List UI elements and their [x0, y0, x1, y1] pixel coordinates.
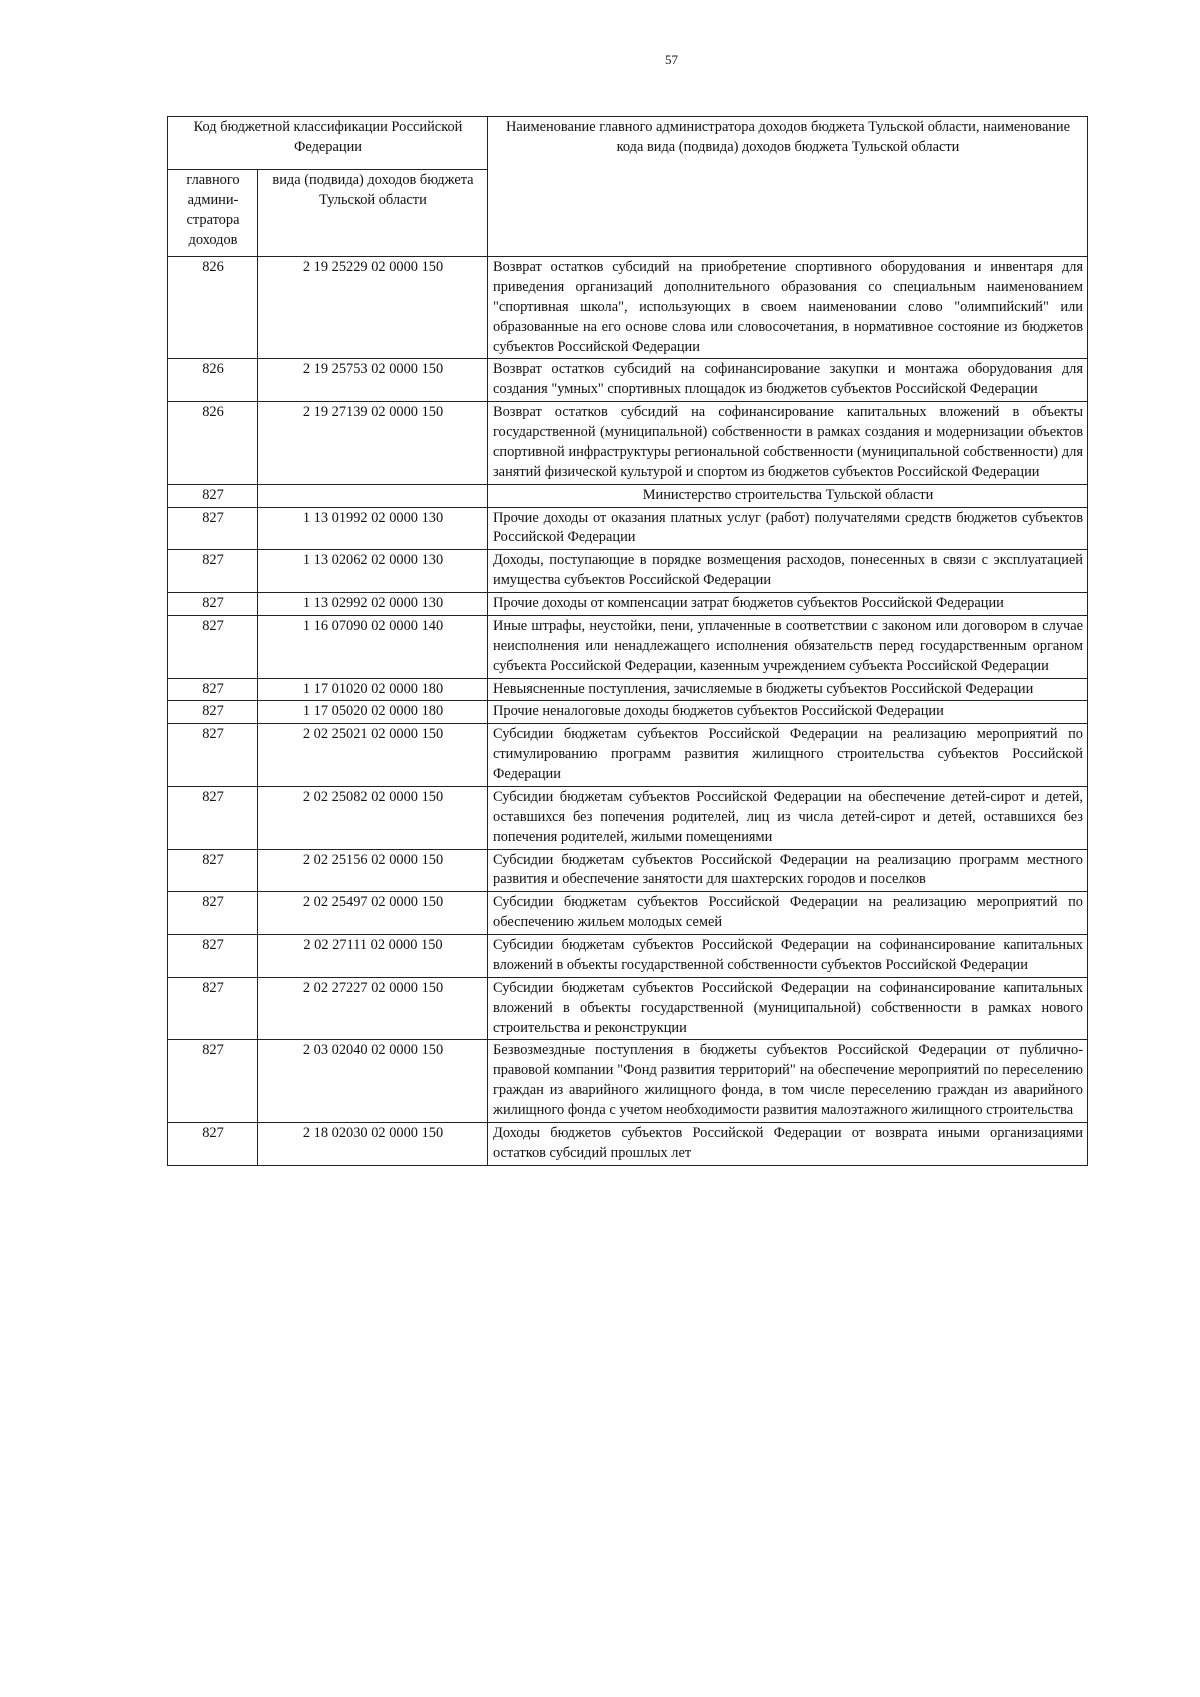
- income-name-cell: Прочие доходы от компенсации затрат бюджетов субъектов Российской Федерации: [488, 593, 1088, 616]
- admin-column-header: главного админи- стратора доходов: [168, 170, 258, 257]
- table-row: [168, 678, 1088, 701]
- income-code-cell: 2 02 25497 02 0000 150: [258, 892, 488, 935]
- admin-code-cell: 826: [168, 257, 258, 359]
- income-code-cell: 2 02 25156 02 0000 150: [258, 849, 488, 892]
- admin-code-cell: 827: [168, 892, 258, 935]
- table-row: [168, 615, 1088, 678]
- table-row: [168, 935, 1088, 978]
- admin-code-cell: 827: [168, 786, 258, 849]
- admin-code-cell: 827: [168, 701, 258, 724]
- table-row: [168, 701, 1088, 724]
- income-code-cell: 1 13 02992 02 0000 130: [258, 593, 488, 616]
- table-row: [168, 892, 1088, 935]
- admin-code-cell: 827: [168, 507, 258, 550]
- table-row: [168, 402, 1088, 485]
- table-row-section: [168, 484, 1088, 507]
- income-code-cell: 2 02 25082 02 0000 150: [258, 786, 488, 849]
- income-name-cell: Возврат остатков субсидий на софинансирование капитальных вложений в объекты государственной (муниципальной) собственности в рамках создания и модернизации объектов спортивной инфраструктуры региональной собственности (муниципальной собственности) для занятий физической культурой и спортом из бюджетов субъектов Российской Федерации: [488, 402, 1088, 485]
- income-name-cell: Иные штрафы, неустойки, пени, уплаченные в соответствии с законом или договором в случае неисполнения или ненадлежащего исполнения обязательств перед государственным органом субъекта Российской Федерации, казенным учреждением субъекта Российской Федерации: [488, 615, 1088, 678]
- income-name-cell: Субсидии бюджетам субъектов Российской Федерации на софинансирование капитальных вложений в объекты государственной собственности субъектов Российской Федерации: [488, 935, 1088, 978]
- income-code-cell: 1 13 02062 02 0000 130: [258, 550, 488, 593]
- income-name-cell: Доходы, поступающие в порядке возмещения расходов, понесенных в связи с эксплуатацией имущества субъектов Российской Федерации: [488, 550, 1088, 593]
- table-row: [168, 786, 1088, 849]
- admin-code-cell: 827: [168, 977, 258, 1040]
- admin-code-cell: 826: [168, 402, 258, 485]
- admin-code-cell: 827: [168, 724, 258, 787]
- income-code-cell: 1 16 07090 02 0000 140: [258, 615, 488, 678]
- income-code-cell: [258, 484, 488, 507]
- income-name-cell: Прочие доходы от оказания платных услуг (работ) получателями средств бюджетов субъектов Российской Федерации: [488, 507, 1088, 550]
- income-code-cell: 2 02 25021 02 0000 150: [258, 724, 488, 787]
- income-name-cell: Субсидии бюджетам субъектов Российской Федерации на реализацию мероприятий по обеспечению жильем молодых семей: [488, 892, 1088, 935]
- admin-code-cell: 827: [168, 593, 258, 616]
- admin-code-cell: 827: [168, 935, 258, 978]
- income-name-cell: Возврат остатков субсидий на софинансирование закупки и монтажа оборудования для создания "умных" спортивных площадок из бюджетов субъектов Российской Федерации: [488, 359, 1088, 402]
- income-code-cell: 2 03 02040 02 0000 150: [258, 1040, 488, 1123]
- income-code-cell: 2 19 27139 02 0000 150: [258, 402, 488, 485]
- income-name-cell: Субсидии бюджетам субъектов Российской Федерации на обеспечение детей-сирот и детей, оставшихся без попечения родителей, лиц из числа детей-сирот и детей, оставшихся без попечения родителей, жилыми помещениями: [488, 786, 1088, 849]
- income-code-cell: 2 19 25229 02 0000 150: [258, 257, 488, 359]
- income-code-cell: 1 17 05020 02 0000 180: [258, 701, 488, 724]
- admin-code-cell: 827: [168, 678, 258, 701]
- admin-code-cell: 827: [168, 615, 258, 678]
- income-code-cell: 2 18 02030 02 0000 150: [258, 1122, 488, 1165]
- table-row: [168, 977, 1088, 1040]
- income-code-cell: 1 13 01992 02 0000 130: [258, 507, 488, 550]
- table-row: [168, 724, 1088, 787]
- income-code-cell: 2 02 27111 02 0000 150: [258, 935, 488, 978]
- income-name-cell: Прочие неналоговые доходы бюджетов субъектов Российской Федерации: [488, 701, 1088, 724]
- admin-code-cell: 827: [168, 550, 258, 593]
- table-row: [168, 550, 1088, 593]
- admin-code-cell: 827: [168, 1122, 258, 1165]
- admin-code-cell: 827: [168, 484, 258, 507]
- table-row: [168, 593, 1088, 616]
- table-row: [168, 1122, 1088, 1165]
- income-name-cell: Субсидии бюджетам субъектов Российской Федерации на реализацию мероприятий по стимулированию программ развития жилищного строительства субъектов Российской Федерации: [488, 724, 1088, 787]
- income-name-cell: Невыясненные поступления, зачисляемые в бюджеты субъектов Российской Федерации: [488, 678, 1088, 701]
- table-row: [168, 507, 1088, 550]
- admin-code-cell: 827: [168, 1040, 258, 1123]
- income-code-cell: 2 02 27227 02 0000 150: [258, 977, 488, 1040]
- income-name-cell: Субсидии бюджетам субъектов Российской Федерации на реализацию программ местного развития и обеспечение занятости для шахтерских городов и поселков: [488, 849, 1088, 892]
- table-row: [168, 849, 1088, 892]
- page-number: 57: [665, 52, 678, 67]
- table-row: [168, 359, 1088, 402]
- income-name-cell: Возврат остатков субсидий на приобретение спортивного оборудования и инвентаря для приведения организаций дополнительного образования со специальным наименованием "спортивная школа", использующих в своем наименовании слово "олимпийский" или образованные на его основе слова или словосочетания, в нормативное состояние из бюджетов субъектов Российской Федерации: [488, 257, 1088, 359]
- table-header-row: [168, 117, 1088, 170]
- kind-column-header: вида (подвида) доходов бюджета Тульской области: [258, 170, 488, 257]
- name-column-header: Наименование главного администратора доходов бюджета Тульской области, наименование кода вида (подвида) доходов бюджета Тульской области: [488, 117, 1088, 257]
- administrator-name-cell: Министерство строительства Тульской области: [488, 484, 1088, 507]
- income-name-cell: Доходы бюджетов субъектов Российской Федерации от возврата иными организациями остатков субсидий прошлых лет: [488, 1122, 1088, 1165]
- admin-code-cell: 826: [168, 359, 258, 402]
- income-code-cell: 2 19 25753 02 0000 150: [258, 359, 488, 402]
- code-group-header: Код бюджетной классификации Российской Федерации: [168, 117, 488, 170]
- income-name-cell: Субсидии бюджетам субъектов Российской Федерации на софинансирование капитальных вложений в объекты государственной (муниципальной) собственности в рамках нового строительства и реконструкции: [488, 977, 1088, 1040]
- table-row: [168, 257, 1088, 359]
- income-code-cell: 1 17 01020 02 0000 180: [258, 678, 488, 701]
- table-row: [168, 1040, 1088, 1123]
- income-name-cell: Безвозмездные поступления в бюджеты субъектов Российской Федерации от публично-правовой компании "Фонд развития территорий" на обеспечение мероприятий по переселению граждан из аварийного жилищного фонда, в том числе переселению граждан из аварийного жилищного фонда с учетом необходимости развития малоэтажного жилищного строительства: [488, 1040, 1088, 1123]
- income-codes-table: [167, 116, 1088, 1166]
- admin-code-cell: 827: [168, 849, 258, 892]
